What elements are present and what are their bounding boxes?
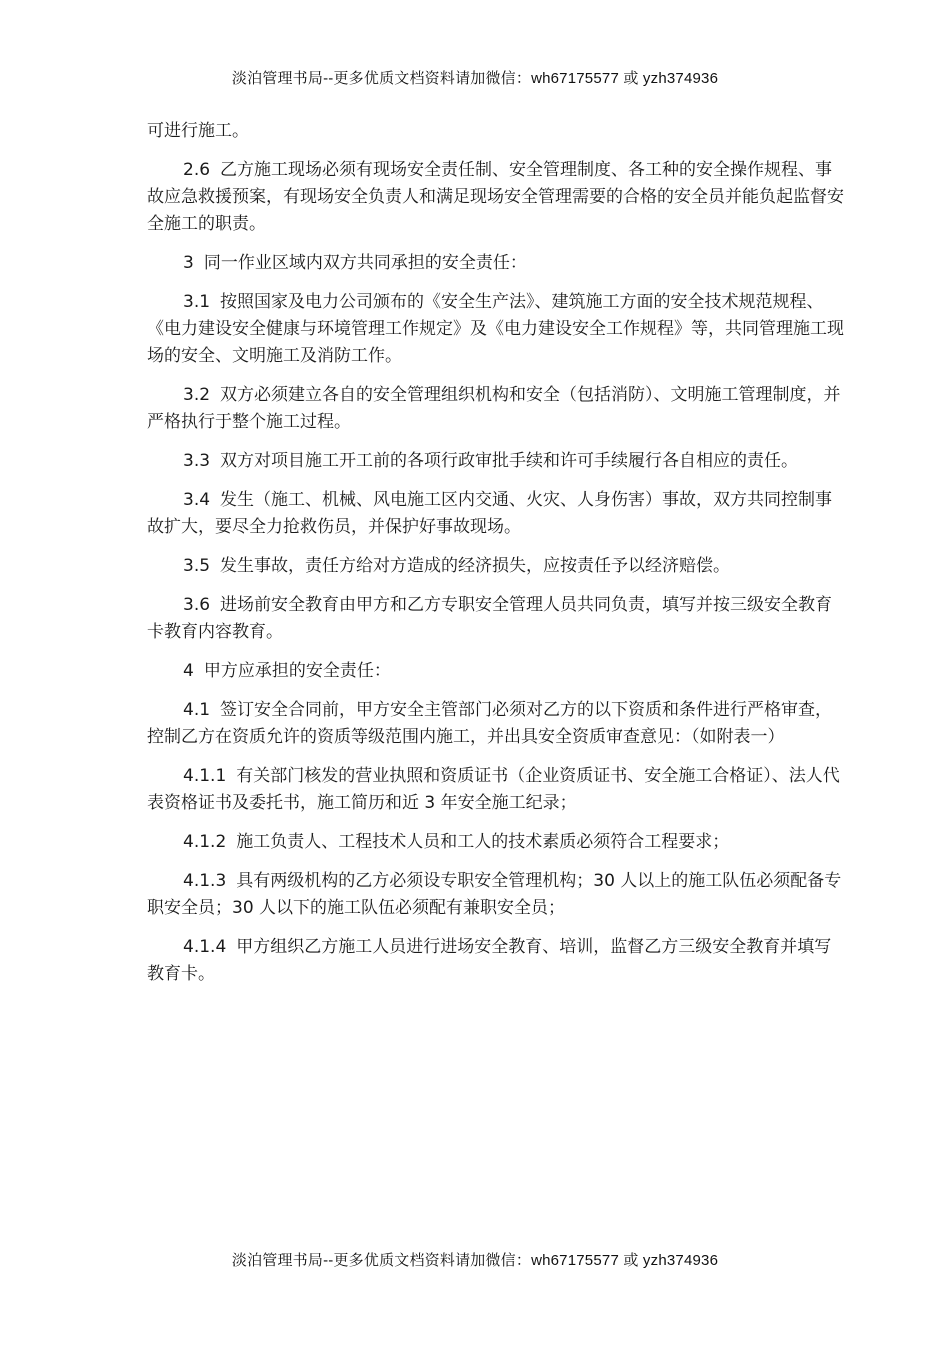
- clause-number: 4.1.1: [183, 766, 227, 786]
- paragraph-text: 发生（施工、机械、风电施工区内交通、火灾、人身伤害）事故，双方共同控制事故扩大，要尽全力抢救伤员，并保护好事故现场。: [147, 490, 833, 537]
- paragraph: [147, 448, 847, 475]
- paragraph: [147, 658, 847, 685]
- clause-number: 3.3: [183, 451, 211, 471]
- paragraph: [147, 829, 847, 856]
- paragraph: [147, 934, 847, 988]
- paragraph: [147, 487, 847, 541]
- paragraph: [147, 250, 847, 277]
- document-body: [147, 118, 847, 1000]
- paragraph-text: 甲方组织乙方施工人员进行进场安全教育、培训，监督乙方三级安全教育并填写教育卡。: [147, 937, 832, 984]
- paragraph-text: 具有两级机构的乙方必须设专职安全管理机构；30 人以上的施工队伍必须配备专职安全员；30 人以下的施工队伍必须配有兼职安全员；: [147, 871, 842, 918]
- paragraph: [147, 157, 847, 238]
- paragraph-text: 可进行施工。: [147, 121, 249, 141]
- paragraph-text: 有关部门核发的营业执照和资质证书（企业资质证书、安全施工合格证）、法人代表资格证书及委托书，施工简历和近 3 年安全施工纪录；: [147, 766, 840, 813]
- clause-number: 3.4: [183, 490, 211, 510]
- paragraph-text: 发生事故，责任方给对方造成的经济损失，应按责任予以经济赔偿。: [220, 556, 731, 576]
- clause-number: 3: [183, 253, 194, 273]
- clause-number: 4.1.3: [183, 871, 227, 891]
- clause-number: 3.5: [183, 556, 211, 576]
- paragraph: [147, 289, 847, 370]
- clause-number: 3.2: [183, 385, 211, 405]
- paragraph-text: 签订安全合同前，甲方安全主管部门必须对乙方的以下资质和条件进行严格审查，控制乙方在资质允许的资质等级范围内施工，并出具安全资质审查意见：（如附表一）: [147, 700, 833, 747]
- paragraph: [147, 553, 847, 580]
- paragraph-text: 进场前安全教育由甲方和乙方专职安全管理人员共同负责，填写并按三级安全教育卡教育内容教育。: [147, 595, 833, 642]
- paragraph: [147, 697, 847, 751]
- paragraph: [147, 382, 847, 436]
- paragraph-text: 双方对项目施工开工前的各项行政审批手续和许可手续履行各自相应的责任。: [220, 451, 799, 471]
- clause-number: 4.1.2: [183, 832, 227, 852]
- paragraph-text: 双方必须建立各自的安全管理组织机构和安全（包括消防）、文明施工管理制度，并严格执行于整个施工过程。: [147, 385, 841, 432]
- paragraph-text: 乙方施工现场必须有现场安全责任制、安全管理制度、各工种的安全操作规程、事故应急救援预案，有现场安全负责人和满足现场安全管理需要的合格的安全员并能负起监督安全施工的职责。: [147, 160, 844, 234]
- paragraph-text: 施工负责人、工程技术人员和工人的技术素质必须符合工程要求；: [236, 832, 730, 852]
- clause-number: 4.1.4: [183, 937, 227, 957]
- paragraph-text: 按照国家及电力公司颁布的《安全生产法》、建筑施工方面的安全技术规范规程、《电力建设安全健康与环境管理工作规定》及《电力建设安全工作规程》等，共同管理施工现场的安全、文明施工及消防工作。: [147, 292, 844, 366]
- clause-number: 3.6: [183, 595, 211, 615]
- clause-number: 4: [183, 661, 194, 681]
- clause-number: 2.6: [183, 160, 211, 180]
- paragraph: [147, 118, 847, 145]
- clause-number: 3.1: [183, 292, 211, 312]
- paragraph: [147, 868, 847, 922]
- page-header: 淡泊管理书局--更多优质文档资料请加微信：wh67175577 或 yzh374936: [231, 70, 719, 87]
- paragraph-text: 同一作业区域内双方共同承担的安全责任：: [203, 253, 527, 273]
- paragraph-text: 甲方应承担的安全责任：: [203, 661, 391, 681]
- paragraph: [147, 592, 847, 646]
- clause-number: 4.1: [183, 700, 211, 720]
- page-footer: 淡泊管理书局--更多优质文档资料请加微信：wh67175577 或 yzh374936: [231, 1252, 719, 1269]
- paragraph: [147, 763, 847, 817]
